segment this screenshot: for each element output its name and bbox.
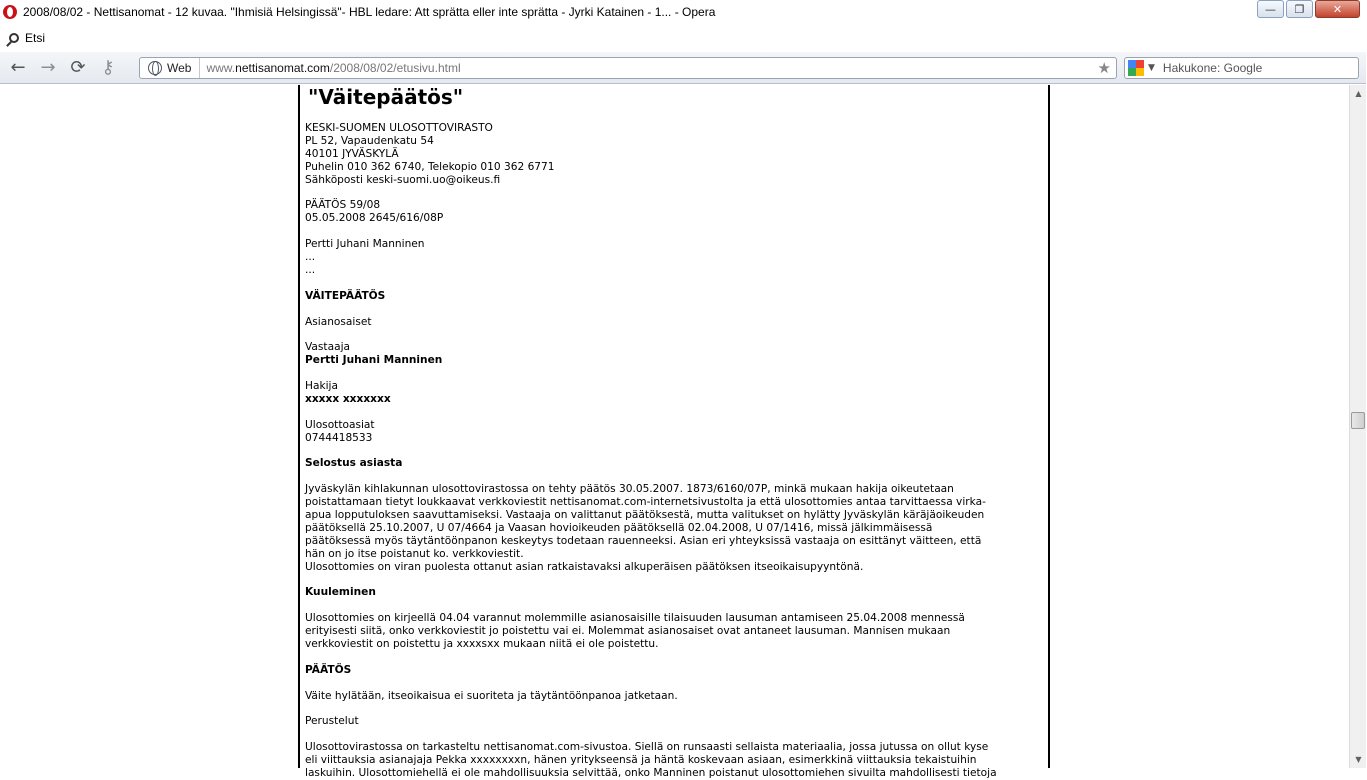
search-engine-box[interactable] bbox=[1124, 57, 1359, 79]
window-controls bbox=[1255, 0, 1360, 18]
spacer bbox=[305, 651, 1036, 664]
page-viewport bbox=[0, 85, 1349, 780]
applicant-name: xxxxx xxxxxxx bbox=[305, 392, 391, 405]
section-title: VÄITEPÄÄTÖS bbox=[305, 289, 386, 302]
grounds-line: eli viittauksia asianajaja Pekka xxxxxxxxn, hänen yritykseensä ja häntä koskevaan asiaan, esimerkkinä viittauksia tekaistuihin bbox=[305, 754, 977, 767]
search-menu-item[interactable] bbox=[9, 31, 45, 45]
spacer bbox=[305, 328, 1036, 341]
forward-button[interactable]: → bbox=[40, 57, 56, 78]
reload-button[interactable]: ⟳ bbox=[70, 57, 86, 78]
grounds-line: Ulosottovirastossa on tarkasteltu nettisanomat.com-sivustoa. Siellä on runsaasti sellaista materiaalia, jossa jutussa on ollut kyse bbox=[305, 741, 989, 754]
spacer bbox=[305, 303, 1036, 316]
title-bar bbox=[0, 0, 1366, 23]
close-button[interactable]: ✕ bbox=[1315, 0, 1360, 18]
spacer bbox=[305, 187, 1036, 200]
hearing-line: verkkoviestit on poistettu ja xxxxsxx mukaan niitä ei ole poistettu. bbox=[305, 638, 659, 651]
spacer bbox=[305, 677, 1036, 690]
site-info-button[interactable] bbox=[140, 58, 200, 78]
address-line: PL 52, Vapaudenkatu 54 bbox=[305, 134, 434, 147]
address-line: Sähköposti keski-suomi.uo@oikeus.fi bbox=[305, 173, 501, 186]
search-menu-label: Etsi bbox=[25, 31, 46, 45]
scroll-up-button[interactable]: ▲ bbox=[1355, 89, 1362, 98]
spacer bbox=[305, 574, 1036, 587]
spacer bbox=[305, 225, 1036, 238]
minimize-button[interactable]: — bbox=[1257, 0, 1284, 18]
applicant-label: Hakija bbox=[305, 380, 338, 393]
summary-line: Ulosottomies on viran puolesta ottanut asian ratkaistavaksi alkuperäisen päätöksen itseoikaisupyyntönä. bbox=[305, 560, 864, 573]
back-button[interactable]: ← bbox=[10, 57, 26, 78]
wand-button[interactable]: ⚷ bbox=[101, 57, 115, 78]
document-page bbox=[298, 85, 1050, 780]
navigation-toolbar bbox=[0, 52, 1366, 84]
search-icon bbox=[9, 33, 19, 43]
document-heading: "Väitepäätös" bbox=[308, 85, 464, 109]
summary-line: poistattamaan tietyt loukkaavat verkkoviestit nettisanomat.com-internetsivustolta ja että ulosottomies antaa tarvittaessa virka- bbox=[305, 496, 986, 509]
url-path: /2008/08/02/etusivu.html bbox=[329, 61, 461, 75]
google-icon-quad bbox=[1128, 68, 1136, 76]
decision-heading: PÄÄTÖS bbox=[305, 663, 352, 676]
spacer bbox=[305, 470, 1036, 483]
respondent-name: Pertti Juhani Manninen bbox=[305, 354, 443, 367]
globe-icon bbox=[148, 61, 162, 75]
summary-line: apua lopputuloksen saavuttamiseksi. Vastaaja on valittanut päätöksestä, mutta valitukset on hylätty Jyväskylän käräjäoikeuden bbox=[305, 509, 985, 522]
spacer bbox=[305, 728, 1036, 741]
opera-logo-icon bbox=[3, 5, 17, 19]
window-title: 2008/08/02 - Nettisanomat - 12 kuvaa. "Ihmisiä Helsingissä"- HBL ledare: Att sprätta eller inte sprätta - Jyrki Katainen - 1... - Opera bbox=[23, 4, 716, 19]
url-prefix: www. bbox=[206, 61, 236, 75]
grounds-label: Perustelut bbox=[305, 715, 359, 728]
spacer bbox=[305, 445, 1036, 458]
maximize-button[interactable]: ❐ bbox=[1286, 0, 1313, 18]
google-icon[interactable] bbox=[1128, 60, 1144, 76]
respondent-label: Vastaaja bbox=[305, 341, 351, 354]
address-line: KESKI-SUOMEN ULOSOTTOVIRASTO bbox=[305, 122, 493, 134]
bookmark-star-icon[interactable]: ★ bbox=[1097, 59, 1111, 77]
summary-line: päätöksellä 25.10.2007, U 07/4664 ja Vaasan hovioikeuden päätöksellä 02.04.2008, U 07/1416, missä jälkimmäisessä bbox=[305, 521, 933, 534]
document-content bbox=[300, 85, 1048, 780]
menu-bar bbox=[0, 27, 1366, 49]
url-text[interactable] bbox=[206, 61, 460, 75]
google-icon-quad bbox=[1128, 60, 1136, 68]
address-line: 40101 JYVÄSKYLÄ bbox=[305, 147, 399, 160]
decision-number: PÄÄTÖS 59/08 bbox=[305, 199, 381, 212]
summary-heading: Selostus asiasta bbox=[305, 457, 403, 470]
parties-label: Asianosaiset bbox=[305, 315, 372, 328]
google-icon-quad bbox=[1136, 60, 1144, 68]
spacer bbox=[305, 406, 1036, 419]
web-label: Web bbox=[167, 61, 192, 75]
hearing-line: erityisesti siitä, onko verkkoviestit jo poistettu vai ei. Molemmat asianosaiset ovat antaneet lausuman. Mannisen mukaan bbox=[305, 625, 951, 638]
spacer bbox=[305, 367, 1036, 380]
hearing-heading: Kuuleminen bbox=[305, 586, 376, 599]
decision-text: Väite hylätään, itseoikaisua ei suoriteta ja täytäntöönpanoa jatketaan. bbox=[305, 689, 678, 702]
url-host: nettisanomat.com bbox=[235, 61, 330, 75]
spacer bbox=[305, 599, 1036, 612]
decision-date: 05.05.2008 2645/616/08P bbox=[305, 212, 444, 225]
address-line: Puhelin 010 362 6740, Telekopio 010 362 6771 bbox=[305, 160, 555, 173]
vertical-scrollbar[interactable] bbox=[1349, 85, 1366, 768]
search-engine-dropdown-icon[interactable]: ▼ bbox=[1148, 63, 1155, 73]
scroll-down-button[interactable]: ▼ bbox=[1355, 755, 1362, 764]
case-label: Ulosottoasiat bbox=[305, 418, 375, 431]
ellipsis: ... bbox=[305, 251, 316, 264]
hearing-line: Ulosottomies on kirjeellä 04.04 varannut molemmille asianosaisille tilaisuuden lausuman antamiseen 25.04.2008 mennessä bbox=[305, 612, 965, 625]
case-number: 0744418533 bbox=[305, 431, 373, 444]
grounds-line: laskuihin. Ulosottomiehellä ei ole mahdollisuuksia selvittää, onko Manninen poistanut ulosottomiehen sivuilta mahdollisesti tietoja bbox=[305, 767, 997, 780]
scroll-thumb[interactable] bbox=[1351, 412, 1365, 429]
summary-line: päätöksessä myös täytäntöönpanon keskeytys todetaan rauenneeksi. Asian eri yhteyksissä vastaaja on esittänyt väitteen, että bbox=[305, 534, 982, 547]
summary-line: hän on jo itse poistanut ko. verkkoviestit. bbox=[305, 547, 524, 560]
summary-line: Jyväskylän kihlakunnan ulosottovirastossa on tehty päätös 30.05.2007. 1873/6160/07P, minkä mukaan hakija oikeutetaan bbox=[305, 483, 954, 496]
address-bar[interactable] bbox=[139, 57, 1117, 79]
ellipsis: ... bbox=[305, 263, 316, 276]
google-icon-quad bbox=[1136, 68, 1144, 76]
spacer bbox=[305, 277, 1036, 290]
search-engine-input[interactable]: Hakukone: Google bbox=[1162, 61, 1263, 75]
spacer bbox=[305, 703, 1036, 716]
recipient-name: Pertti Juhani Manninen bbox=[305, 238, 425, 251]
